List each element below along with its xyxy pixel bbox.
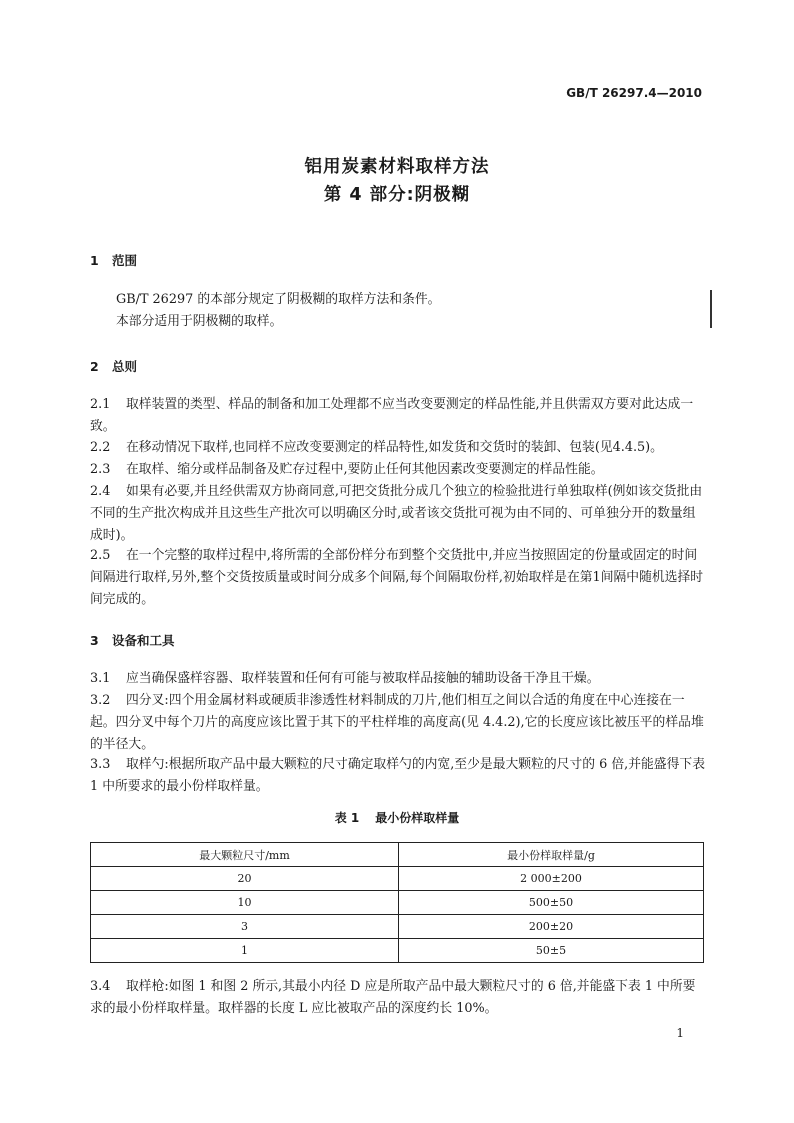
column-header: 最大颗粒尺寸/mm [91, 843, 399, 867]
table-caption [0, 809, 794, 826]
clause-3-3 [90, 754, 706, 798]
paragraph: GB/T 26297 的本部分规定了阴极糊的取样方法和条件。 [116, 292, 441, 307]
section-heading-1 [90, 251, 137, 269]
column-header: 最小份样取样量/g [399, 843, 704, 867]
clause-text: 取样枪:如图 1 和图 2 所示,其最小内径 D 应是所取产品中最大颗粒尺寸的 6 倍,并能盛下表 1 中所要求的最小份样取样量。取样器的长度 L 应比被取产品的深度约长 10%。 [90, 979, 696, 1016]
table-number: 表 1 [334, 811, 360, 825]
min-increment-table [90, 842, 704, 963]
section-heading-2 [90, 357, 137, 375]
section-number: 2 [90, 359, 99, 374]
clause-2-5 [90, 545, 706, 611]
clause-number: 2.1 [90, 397, 111, 412]
table-row [91, 915, 704, 939]
section-title: 范围 [112, 253, 138, 268]
clause-2-3 [90, 459, 706, 481]
clause-number: 2.5 [90, 548, 111, 563]
clause-3-4 [90, 976, 706, 1020]
clause-number: 3.3 [90, 757, 111, 772]
clause-text: 四分叉:四个用金属材料或硬质非渗透性材料制成的刀片,他们相互之间以合适的角度在中心连接在一起。四分叉中每个刀片的高度应该比置于其下的平柱样堆的高度高(见 4.4.2),它的长度应该比被压平的样品堆的半径大。 [90, 693, 704, 752]
table-cell: 10 [91, 891, 399, 915]
clause-number: 3.4 [90, 979, 111, 994]
clause-number: 2.3 [90, 462, 111, 477]
clause-number: 3.2 [90, 693, 111, 708]
table-cell: 50±5 [399, 939, 704, 963]
section-title: 设备和工具 [112, 633, 175, 648]
clause-number: 2.2 [90, 440, 111, 455]
table-cell: 2 000±200 [399, 867, 704, 891]
section-number: 1 [90, 253, 99, 268]
clause-text: 如果有必要,并且经供需双方协商同意,可把交货批分成几个独立的检验批进行单独取样(例如该交货批由不同的生产批次构成并且这些生产批次可以明确区分时,或者该交货批可视为由不同的、可单独分开的数量组成时)。 [90, 484, 703, 543]
table-cell: 3 [91, 915, 399, 939]
clause-text: 在取样、缩分或样品制备及贮存过程中,要防止任何其他因素改变要测定的样品性能。 [126, 462, 604, 477]
standard-code: GB/T 26297.4—2010 [566, 86, 702, 100]
table-header-row [91, 843, 704, 867]
table-row [91, 891, 704, 915]
table-row [91, 939, 704, 963]
table-row [91, 867, 704, 891]
clause-text: 在一个完整的取样过程中,将所需的全部份样分布到整个交货批中,并应当按照固定的份量或固定的时间间隔进行取样,另外,整个交货按质量或时间分成多个间隔,每个间隔取份样,初始取样是在第1间隔中随机选择时间完成的。 [90, 548, 704, 607]
table-cell: 1 [91, 939, 399, 963]
clause-text: 应当确保盛样容器、取样装置和任何有可能与被取样品接触的辅助设备干净且干燥。 [126, 671, 600, 686]
document-title: 铝用炭素材料取样方法 [304, 157, 490, 177]
clause-number: 3.1 [90, 671, 111, 686]
section-number: 3 [90, 633, 99, 648]
page-number: 1 [676, 1026, 684, 1040]
table-cell: 200±20 [399, 915, 704, 939]
table-cell: 500±50 [399, 891, 704, 915]
paragraph: 本部分适用于阴极糊的取样。 [116, 314, 283, 329]
clause-2-2 [90, 437, 706, 459]
clause-text: 在移动情况下取样,也同样不应改变要测定的样品特性,如发货和交货时的装卸、包装(见4.4.5)。 [126, 440, 663, 455]
section-title: 总则 [112, 359, 138, 374]
section-heading-3 [90, 631, 175, 649]
clause-text: 取样装置的类型、样品的制备和加工处理都不应当改变要测定的样品性能,并且供需双方要对此达成一致。 [90, 397, 694, 434]
clause-text: 取样勺:根据所取产品中最大颗粒的尺寸确定取样勺的内宽,至少是最大颗粒的尺寸的 6 倍,并能盛得下表 1 中所要求的最小份样取样量。 [90, 757, 705, 794]
table-cell: 20 [91, 867, 399, 891]
table-title: 最小份样取样量 [375, 811, 460, 825]
clause-2-1 [90, 394, 706, 438]
clause-3-2 [90, 690, 706, 756]
clause-2-4 [90, 481, 706, 547]
change-bar [710, 290, 712, 328]
clause-number: 2.4 [90, 484, 111, 499]
document-subtitle: 第 4 部分:阴极糊 [323, 185, 471, 205]
clause-3-1 [90, 668, 706, 690]
